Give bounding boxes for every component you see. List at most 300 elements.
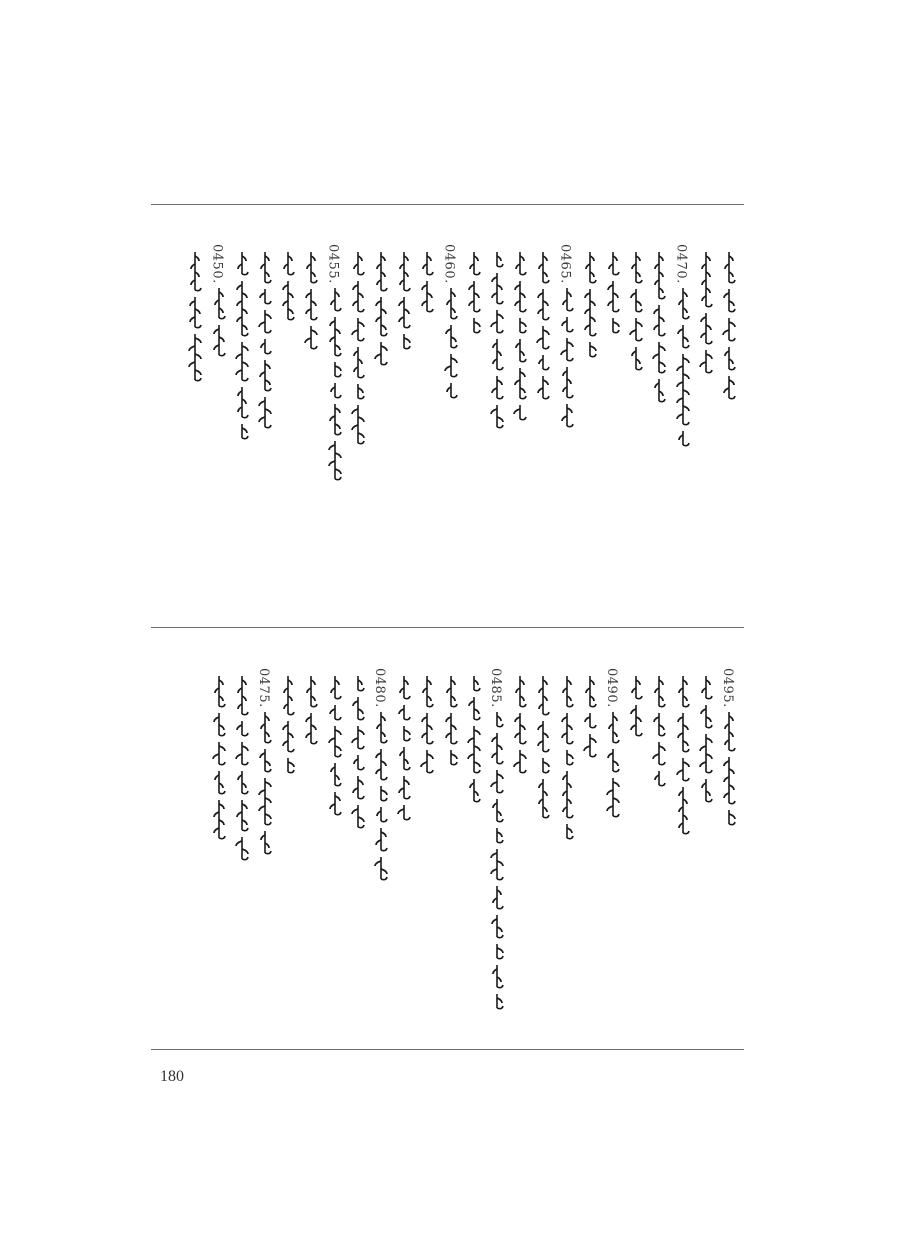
script-word	[445, 354, 457, 377]
script-text	[532, 244, 554, 664]
script-word	[236, 342, 248, 381]
script-text	[532, 668, 554, 1088]
script-word	[630, 318, 642, 341]
script-word	[237, 721, 248, 736]
text-line	[184, 244, 206, 664]
script-word	[284, 676, 294, 715]
script-word	[493, 886, 503, 909]
script-word	[515, 368, 526, 399]
script-word	[678, 325, 689, 348]
script-word	[352, 318, 364, 341]
script-text	[440, 668, 462, 1088]
script-word	[702, 676, 712, 699]
script-word	[520, 318, 526, 333]
script-text	[579, 244, 601, 664]
script-text	[300, 668, 322, 1088]
text-line	[579, 244, 601, 664]
script-word	[259, 778, 271, 825]
script-word	[655, 379, 665, 402]
script-word	[724, 757, 735, 804]
script-word	[724, 289, 735, 312]
text-line	[672, 244, 694, 664]
script-text	[509, 244, 531, 664]
script-word	[214, 800, 225, 839]
script-text	[231, 668, 253, 1088]
line-number: 0490.	[604, 668, 619, 708]
script-word	[492, 376, 503, 399]
script-word	[261, 252, 271, 283]
line-number: 0470.	[673, 244, 689, 284]
script-word	[515, 713, 526, 744]
script-text	[370, 244, 392, 664]
script-word	[237, 281, 248, 336]
script-word	[679, 787, 689, 834]
script-word	[655, 771, 665, 786]
script-word	[451, 750, 457, 765]
script-word	[538, 289, 549, 320]
script-word	[213, 742, 225, 765]
script-text	[231, 244, 253, 664]
script-word	[354, 252, 364, 275]
script-text	[393, 668, 415, 1088]
script-text	[509, 668, 531, 1088]
script-word	[543, 758, 549, 773]
script-word	[679, 288, 689, 319]
script-word	[631, 705, 642, 736]
script-word	[354, 347, 364, 378]
script-word	[404, 726, 410, 741]
script-word	[399, 776, 410, 799]
script-word	[377, 712, 387, 743]
script-word	[516, 252, 526, 275]
script-word	[515, 281, 526, 312]
script-word	[358, 384, 364, 399]
script-text	[440, 244, 462, 664]
script-word	[335, 362, 341, 377]
script-word	[655, 252, 665, 299]
script-text	[695, 244, 717, 664]
script-text	[695, 668, 717, 1088]
text-line	[347, 244, 369, 664]
script-word	[514, 750, 526, 773]
script-word	[215, 288, 225, 319]
script-word	[259, 310, 271, 333]
text-line	[231, 244, 253, 664]
script-word	[331, 763, 341, 786]
script-word	[353, 776, 364, 799]
script-text	[254, 244, 276, 664]
script-word	[261, 831, 271, 854]
text-line	[370, 668, 392, 1088]
script-word	[567, 750, 573, 765]
script-word	[491, 849, 503, 880]
script-word	[584, 734, 596, 757]
script-word	[331, 676, 341, 699]
script-word	[331, 288, 341, 311]
text-line	[300, 668, 322, 1088]
script-text	[347, 668, 369, 1088]
text-line	[300, 244, 322, 664]
script-word	[514, 405, 526, 420]
script-text	[625, 244, 647, 664]
script-text	[556, 668, 578, 1088]
script-word	[474, 676, 480, 691]
script-text	[486, 244, 508, 664]
script-word	[377, 807, 387, 822]
text-line	[579, 668, 601, 1088]
line-number: 0460.	[441, 244, 457, 284]
script-word	[497, 712, 503, 727]
script-word	[561, 338, 573, 361]
text-line	[532, 244, 554, 664]
script-word	[677, 354, 689, 425]
script-text	[463, 244, 485, 664]
script-word	[423, 676, 433, 707]
text-line	[486, 668, 508, 1088]
script-word	[214, 713, 225, 736]
script-word	[404, 334, 410, 349]
script-word	[470, 252, 480, 275]
script-text	[416, 668, 438, 1088]
script-word	[421, 750, 433, 773]
script-word	[447, 288, 457, 319]
script-word	[701, 705, 712, 728]
text-line	[440, 244, 462, 664]
script-word	[214, 325, 225, 356]
script-word	[631, 289, 642, 312]
script-word	[725, 347, 735, 370]
text-line	[463, 244, 485, 664]
text-line	[231, 668, 253, 1088]
text-line	[532, 668, 554, 1088]
text-line	[347, 668, 369, 1088]
script-word	[398, 805, 410, 820]
top-rule	[151, 204, 744, 205]
script-word	[352, 405, 364, 444]
script-word	[191, 252, 201, 291]
script-word	[562, 404, 573, 427]
script-word	[283, 721, 294, 752]
script-word	[190, 297, 201, 328]
script-word	[586, 252, 596, 283]
script-word	[701, 313, 712, 344]
text-line	[672, 668, 694, 1088]
text-line	[556, 668, 578, 1088]
script-word	[353, 281, 364, 312]
text-line	[463, 668, 485, 1088]
script-word	[562, 713, 573, 744]
text-line	[324, 244, 346, 664]
script-word	[307, 676, 317, 707]
script-word	[469, 281, 480, 312]
script-word	[590, 342, 596, 357]
script-word	[358, 676, 364, 691]
script-word	[400, 252, 410, 291]
script-word	[283, 281, 294, 320]
script-word	[538, 721, 549, 752]
script-text	[602, 668, 624, 1088]
script-word	[353, 697, 364, 720]
script-word	[608, 749, 619, 772]
script-word	[632, 347, 642, 370]
script-word	[516, 676, 526, 707]
script-word	[352, 805, 364, 828]
script-word	[567, 824, 573, 839]
script-text	[625, 668, 647, 1088]
text-line	[602, 244, 624, 664]
script-word	[563, 367, 573, 398]
script-text	[416, 244, 438, 664]
script-word	[677, 758, 689, 781]
text-line	[718, 668, 740, 1088]
script-word	[329, 726, 341, 757]
script-text	[277, 244, 299, 664]
script-text	[324, 668, 346, 1088]
script-word	[259, 397, 271, 428]
script-word	[725, 252, 735, 283]
script-word	[260, 289, 271, 304]
script-text	[556, 244, 578, 664]
script-text	[463, 668, 485, 1088]
line-number: 0495.	[720, 668, 735, 708]
text-line	[208, 244, 230, 664]
text-line	[254, 244, 276, 664]
script-word	[474, 318, 480, 333]
script-word	[331, 383, 341, 398]
script-word	[563, 288, 573, 311]
script-text	[579, 668, 601, 1088]
text-line	[393, 668, 415, 1088]
script-word	[585, 289, 596, 336]
script-word	[446, 325, 457, 348]
script-word	[609, 712, 619, 743]
script-word	[307, 252, 317, 283]
text-line	[625, 244, 647, 664]
script-word	[189, 334, 201, 381]
script-word	[653, 342, 665, 373]
script-word	[702, 779, 712, 802]
script-text	[277, 668, 299, 1088]
script-word	[537, 326, 549, 349]
script-word	[493, 965, 503, 988]
script-word	[586, 676, 596, 707]
script-word	[215, 771, 225, 794]
script-word	[447, 676, 457, 707]
text-line	[509, 668, 531, 1088]
text-line	[695, 668, 717, 1088]
script-word	[516, 339, 526, 362]
script-word	[237, 800, 248, 831]
line-number: 0475.	[256, 668, 271, 708]
script-word	[539, 252, 549, 283]
script-word	[354, 755, 364, 770]
script-text	[393, 244, 415, 664]
text-line	[393, 244, 415, 664]
script-word	[399, 705, 410, 720]
text-line	[648, 668, 670, 1088]
script-word	[608, 281, 619, 312]
script-word	[702, 252, 712, 307]
text-line	[695, 244, 717, 664]
script-word	[238, 252, 248, 275]
script-word	[238, 771, 248, 794]
line-number: 0465.	[557, 244, 573, 284]
script-word	[653, 742, 665, 765]
script-text	[718, 668, 740, 1088]
script-word	[422, 713, 433, 744]
script-word	[679, 676, 689, 707]
script-word	[491, 405, 503, 428]
script-word	[497, 252, 503, 267]
script-text	[718, 244, 740, 664]
script-word	[491, 310, 503, 333]
text-line	[440, 668, 462, 1088]
script-word	[607, 778, 619, 817]
script-word	[238, 387, 248, 418]
script-word	[469, 697, 480, 720]
script-word	[632, 676, 642, 699]
text-line	[324, 668, 346, 1088]
script-word	[447, 383, 457, 398]
script-word	[422, 281, 433, 312]
script-word	[468, 726, 480, 773]
script-text	[254, 668, 276, 1088]
script-word	[613, 318, 619, 333]
script-text	[648, 244, 670, 664]
line-number: 0485.	[488, 668, 503, 708]
script-word	[609, 252, 619, 275]
script-word	[330, 705, 341, 720]
script-text	[602, 244, 624, 664]
script-word	[539, 676, 549, 715]
script-word	[492, 273, 503, 304]
script-word	[446, 713, 457, 744]
script-word	[330, 404, 341, 435]
script-word	[329, 441, 341, 480]
script-word	[261, 339, 271, 354]
script-word	[539, 779, 549, 818]
script-word	[236, 742, 248, 765]
line-number: 0450.	[209, 244, 225, 284]
script-word	[497, 994, 503, 1009]
script-word	[654, 305, 665, 336]
text-line	[509, 244, 531, 664]
script-word	[497, 944, 503, 959]
script-text	[347, 244, 369, 664]
text-line	[370, 244, 392, 664]
script-word	[700, 350, 712, 373]
script-word	[260, 360, 271, 391]
script-text	[324, 244, 346, 664]
script-word	[632, 252, 642, 283]
script-word	[377, 252, 387, 291]
text-line	[208, 668, 230, 1088]
script-word	[260, 749, 271, 772]
script-text	[486, 668, 508, 1088]
script-word	[236, 837, 248, 860]
script-word	[376, 749, 387, 780]
script-word	[493, 799, 503, 822]
text-line	[416, 244, 438, 664]
script-word	[538, 376, 549, 399]
script-word	[261, 712, 271, 743]
script-text	[370, 668, 392, 1088]
script-text	[672, 244, 694, 664]
script-word	[400, 676, 410, 699]
script-word	[497, 828, 503, 843]
script-word	[400, 747, 410, 770]
script-word	[352, 726, 364, 749]
script-text	[648, 668, 670, 1088]
script-word	[381, 786, 387, 801]
script-word	[215, 676, 225, 707]
script-word	[242, 424, 248, 439]
script-word	[284, 252, 294, 275]
script-word	[375, 857, 387, 880]
script-word	[330, 317, 341, 356]
script-word	[539, 355, 549, 370]
script-word	[491, 770, 503, 793]
script-word	[470, 779, 480, 802]
line-number: 0480.	[372, 668, 387, 708]
script-word	[679, 431, 689, 446]
text-line	[416, 668, 438, 1088]
script-word	[376, 297, 387, 336]
script-word	[330, 792, 341, 815]
text-line	[648, 244, 670, 664]
text-line	[277, 244, 299, 664]
script-word	[562, 317, 573, 332]
script-word	[492, 733, 503, 764]
script-word	[563, 676, 573, 707]
script-word	[288, 758, 294, 773]
script-text	[208, 668, 230, 1088]
script-word	[563, 771, 573, 818]
text-line	[254, 668, 276, 1088]
script-word	[655, 676, 665, 707]
text-line	[718, 244, 740, 664]
script-word	[723, 318, 735, 341]
script-word	[305, 326, 317, 349]
script-text	[672, 668, 694, 1088]
script-word	[724, 376, 735, 399]
script-word	[238, 676, 248, 715]
text-line	[556, 244, 578, 664]
script-word	[493, 339, 503, 370]
script-word	[700, 734, 712, 773]
script-word	[725, 712, 735, 751]
script-word	[376, 828, 387, 851]
text-line	[277, 668, 299, 1088]
script-word	[585, 713, 596, 728]
script-word	[423, 252, 433, 275]
script-text	[184, 244, 206, 664]
script-text	[300, 244, 322, 664]
script-word	[399, 297, 410, 328]
text-line	[625, 668, 647, 1088]
script-text	[208, 244, 230, 664]
script-word	[492, 915, 503, 938]
script-word	[306, 713, 317, 744]
script-word	[654, 713, 665, 736]
script-word	[306, 289, 317, 320]
script-word	[729, 810, 735, 825]
text-line	[602, 668, 624, 1088]
page-number: 180	[160, 1068, 184, 1085]
text-line	[486, 244, 508, 664]
script-word	[375, 342, 387, 365]
script-word	[678, 713, 689, 752]
